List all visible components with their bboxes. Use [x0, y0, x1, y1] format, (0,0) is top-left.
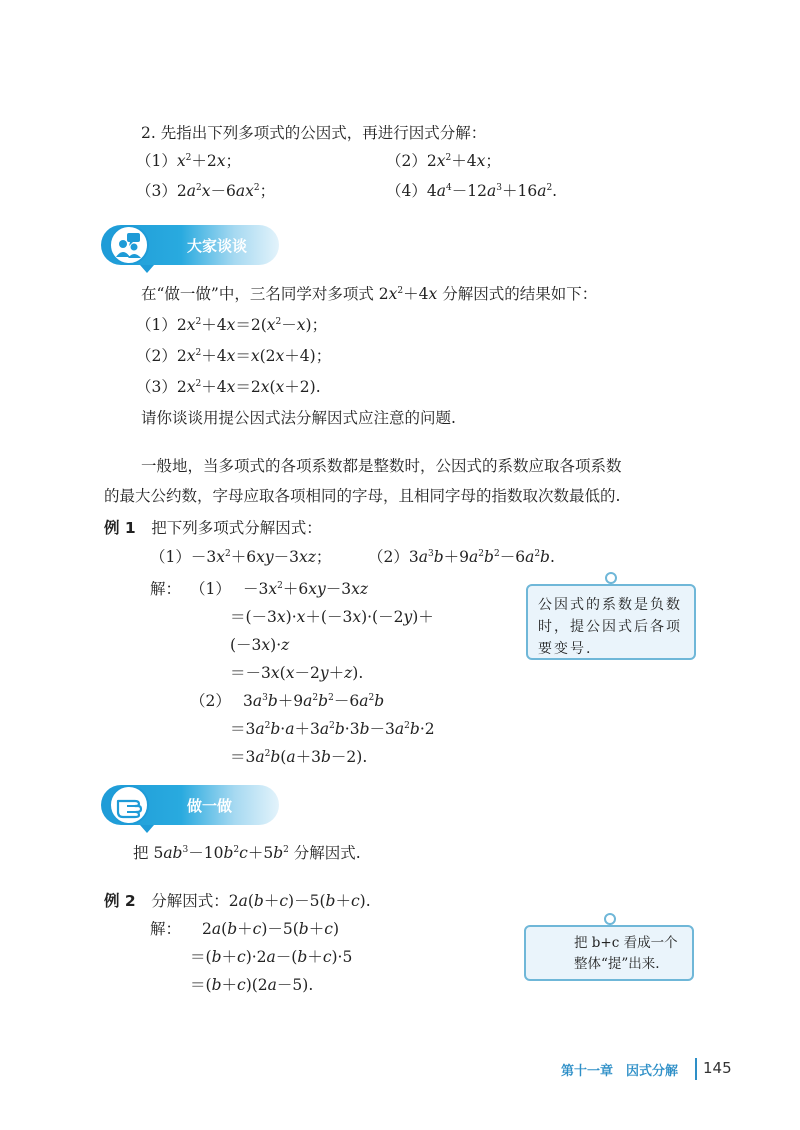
general-rule-line-2: 的最大公约数，字母应取各项相同的字母，且相同字母的指数取次数最低的. — [104, 487, 621, 505]
general-rule-line-1: 一般地，当多项式的各项系数都是整数时，公因式的系数应取各项系数 — [141, 457, 622, 475]
example-1-heading — [104, 517, 322, 539]
example-2-step-1: 2a(b＋c)－5(b＋c) — [202, 920, 339, 938]
item-number: （4） — [386, 182, 427, 200]
solution-2-step-1: $3a^3b+9a^2b^2-6a^2b$ — [243, 692, 385, 710]
hand-icon — [109, 785, 149, 825]
do-section-banner — [101, 785, 279, 825]
exercise-2-item-1: $(1)x^2+2x$； — [136, 152, 241, 170]
example-1-solution-label: 解： — [150, 580, 182, 598]
solution-2-step-0: （2） — [190, 692, 231, 710]
item-number: （2） — [386, 152, 427, 170]
banner-pointer-icon — [140, 825, 154, 833]
solution-2-step-2: $=3a^2b\cdot a+3a^2b\cdot 3b-3a^2b\cdot 2$ — [230, 720, 435, 738]
example-1-problem-2: $(2)3a^3b+9a^2b^2-6a^2b$. — [368, 548, 555, 566]
item-number: （3） — [136, 182, 177, 200]
talk-intro-tail: 分解因式的结果如下： — [442, 285, 598, 303]
chapter-title: 第十一章 因式分解 — [561, 1064, 679, 1079]
example-2-step-2: ＝(b＋c)·2a－(b＋c)·5 — [190, 948, 353, 966]
example-1-prompt: 把下列多项式分解因式： — [151, 519, 322, 537]
example-2-note: 把 b+c 看成一个整体“提”出来. — [524, 925, 694, 981]
example-1-note: 公因式的系数是负数时，提公因式后各项要变号. — [526, 584, 696, 660]
solution-1-step-3: (－3x)·z — [230, 636, 290, 654]
exercise-2-prompt: 2. 先指出下列多项式的公因式，再进行因式分解： — [141, 124, 487, 142]
exercise-2-item-4: $(4)4a^4-12a^3+16a^2$. — [386, 182, 558, 200]
student-answer-2: $(2)2x^2+4x=x(2x+4)$； — [136, 347, 332, 365]
example-1-label: 例 1 — [104, 519, 136, 537]
exercise-2-item-3: $(3)2a^2x-6ax^2$； — [136, 182, 276, 200]
talk-intro: 在“做一做”中，三名同学对多项式 $2x^2+4x$ 分解因式的结果如下： — [141, 285, 598, 303]
item-number: （1） — [136, 152, 177, 170]
banner-pointer-icon — [140, 265, 154, 273]
do-suffix: 分解因式. — [293, 844, 361, 862]
solution-1-step-2: ＝(－3x)·x＋(－3x)·(－2y)＋ — [230, 608, 434, 626]
talk-question: 请你谈谈用提公因式法分解因式应注意的问题. — [141, 409, 456, 427]
page-number: 145 — [703, 1059, 732, 1077]
student-answer-3: $(3)2x^2+4x=2x(x+2)$. — [136, 378, 321, 396]
talk-section-title: 大家谈谈 — [187, 237, 248, 255]
solution-1-step-4: ＝－3x(x－2y＋z). — [230, 664, 364, 682]
talk-section-banner — [101, 225, 279, 265]
example-2-solution-label: 解： — [150, 920, 182, 938]
footer-divider — [695, 1058, 697, 1080]
do-section-task: 把 $5ab^3-10b^2c+5b^2$ 分解因式. — [133, 844, 361, 862]
do-section-title: 做一做 — [187, 797, 233, 815]
people-talking-icon — [109, 225, 149, 265]
solution-1-step-0: （1） — [190, 580, 231, 598]
example-2-heading: 例 2 分解因式：2a(b＋c)－5(b＋c). — [104, 892, 371, 910]
example-2-step-3: ＝(b＋c)(2a－5). — [190, 976, 314, 994]
solution-2-step-3: $=3a^2b(a+3b-2)$. — [230, 748, 368, 766]
solution-1-step-1: $-3x^2+6xy-3xz$ — [243, 580, 369, 598]
student-answer-1: $(1)2x^2+4x=2(x^2-x)$； — [136, 316, 328, 334]
example-2-label: 例 2 — [104, 892, 136, 910]
exercise-2-item-2: $(2)2x^2+4x$； — [386, 152, 501, 170]
example-1-problem-1: $(1)-3x^2+6xy-3xz$； — [150, 548, 332, 566]
example-2-prompt: 分解因式： — [151, 892, 229, 910]
do-prefix: 把 — [133, 844, 149, 862]
talk-intro-text: 在“做一做”中，三名同学对多项式 — [141, 285, 374, 303]
